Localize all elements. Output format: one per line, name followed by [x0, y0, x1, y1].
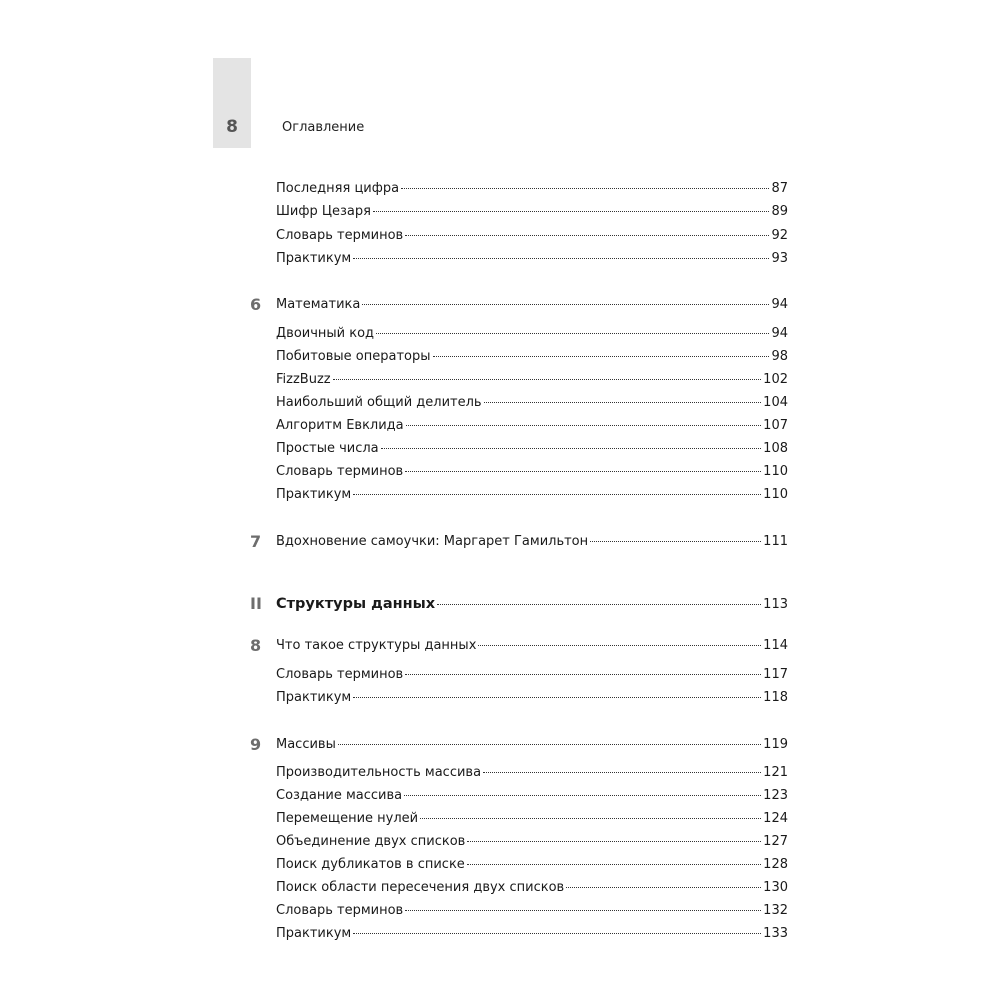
- dot-leader: [404, 795, 761, 796]
- toc-entry[interactable]: [276, 227, 788, 245]
- toc-entry[interactable]: [276, 250, 788, 268]
- toc-entry[interactable]: [276, 440, 788, 458]
- toc-entry[interactable]: [276, 764, 788, 782]
- entry-title: Словарь терминов: [276, 903, 404, 918]
- entry-page: 132: [763, 903, 788, 918]
- chapter-number: 6: [250, 295, 262, 314]
- dot-leader: [381, 448, 762, 449]
- chapter-title: Что такое структуры данных: [276, 638, 477, 653]
- toc-entry[interactable]: [276, 417, 788, 435]
- entry-title: FizzBuzz: [276, 372, 331, 387]
- entry-page: 108: [763, 441, 788, 456]
- chapter-page: 119: [763, 737, 788, 752]
- entry-page: 118: [763, 690, 788, 705]
- entry-title: Практикум: [276, 487, 352, 502]
- entry-page: 92: [771, 228, 788, 243]
- entry-title: Поиск дубликатов в списке: [276, 857, 465, 872]
- dot-leader: [433, 356, 770, 357]
- dot-leader: [405, 910, 761, 911]
- toc-entry[interactable]: [276, 787, 788, 805]
- dot-leader: [484, 402, 762, 403]
- toc-entry[interactable]: [276, 925, 788, 943]
- entry-title: Словарь терминов: [276, 667, 404, 682]
- entry-page: 94: [771, 326, 788, 341]
- dot-leader: [353, 494, 761, 495]
- entry-page: 104: [763, 395, 788, 410]
- entry-title: Побитовые операторы: [276, 349, 431, 364]
- dot-leader: [437, 604, 761, 605]
- chapter-entry[interactable]: [276, 736, 788, 754]
- dot-leader: [483, 772, 761, 773]
- toc-entry[interactable]: [276, 902, 788, 920]
- entry-title: Словарь терминов: [276, 228, 404, 243]
- dot-leader: [467, 864, 761, 865]
- entry-page: 117: [763, 667, 788, 682]
- entry-title: Последняя цифра: [276, 181, 400, 196]
- toc-entry[interactable]: [276, 666, 788, 684]
- dot-leader: [373, 211, 770, 212]
- entry-page: 121: [763, 765, 788, 780]
- entry-title: Перемещение нулей: [276, 811, 419, 826]
- dot-leader: [478, 645, 761, 646]
- toc-entry[interactable]: [276, 180, 788, 198]
- chapter-number: 9: [250, 735, 262, 754]
- dot-leader: [405, 674, 761, 675]
- dot-leader: [405, 235, 769, 236]
- entry-title: Словарь терминов: [276, 464, 404, 479]
- entry-page: 89: [771, 204, 788, 219]
- entry-title: Простые числа: [276, 441, 379, 456]
- entry-title: Шифр Цезаря: [276, 204, 371, 219]
- page-number: 8: [226, 117, 238, 137]
- entry-title: Алгоритм Евклида: [276, 418, 404, 433]
- toc-entry[interactable]: [276, 486, 788, 504]
- part-title: Структуры данных: [276, 596, 436, 612]
- entry-page: 110: [763, 464, 788, 479]
- toc-entry[interactable]: [276, 463, 788, 481]
- entry-page: 110: [763, 487, 788, 502]
- dot-leader: [353, 697, 761, 698]
- entry-page: 107: [763, 418, 788, 433]
- toc-entry[interactable]: [276, 325, 788, 343]
- dot-leader: [420, 818, 761, 819]
- entry-page: 124: [763, 811, 788, 826]
- chapter-title: Массивы: [276, 737, 336, 752]
- dot-leader: [566, 887, 761, 888]
- running-header: Оглавление: [282, 120, 365, 135]
- entry-title: Практикум: [276, 926, 352, 941]
- chapter-page: 94: [771, 297, 788, 312]
- toc-entry[interactable]: [276, 371, 788, 389]
- entry-page: 87: [771, 181, 788, 196]
- entry-title: Создание массива: [276, 788, 403, 803]
- dot-leader: [353, 258, 769, 259]
- chapter-entry[interactable]: [276, 637, 788, 655]
- chapter-entry[interactable]: [276, 296, 788, 314]
- entry-page: 128: [763, 857, 788, 872]
- part-page: 113: [763, 597, 788, 612]
- dot-leader: [406, 425, 762, 426]
- entry-title: Производительность массива: [276, 765, 482, 780]
- chapter-entry[interactable]: [276, 533, 788, 551]
- entry-title: Двоичный код: [276, 326, 375, 341]
- entry-page: 93: [771, 251, 788, 266]
- entry-page: 133: [763, 926, 788, 941]
- dot-leader: [405, 471, 761, 472]
- entry-title: Практикум: [276, 251, 352, 266]
- toc-entry[interactable]: [276, 810, 788, 828]
- chapter-number: 7: [250, 532, 262, 551]
- toc-entry[interactable]: [276, 348, 788, 366]
- entry-title: Наибольший общий делитель: [276, 395, 482, 410]
- toc-entry[interactable]: [276, 689, 788, 707]
- toc-entry[interactable]: [276, 856, 788, 874]
- chapter-page: 114: [763, 638, 788, 653]
- entry-title: Объединение двух списков: [276, 834, 466, 849]
- chapter-page: 111: [763, 534, 788, 549]
- dot-leader: [401, 188, 769, 189]
- chapter-title: Математика: [276, 297, 361, 312]
- entry-title: Практикум: [276, 690, 352, 705]
- dot-leader: [362, 304, 769, 305]
- part-entry[interactable]: [276, 595, 788, 614]
- entry-title: Поиск области пересечения двух списков: [276, 880, 565, 895]
- part-number: II: [250, 594, 262, 613]
- toc-entry[interactable]: [276, 833, 788, 851]
- toc-entry[interactable]: [276, 394, 788, 412]
- entry-page: 98: [771, 349, 788, 364]
- dot-leader: [338, 744, 761, 745]
- dot-leader: [353, 933, 761, 934]
- entry-page: 127: [763, 834, 788, 849]
- entry-page: 130: [763, 880, 788, 895]
- dot-leader: [467, 841, 761, 842]
- chapter-title: Вдохновение самоучки: Маргарет Гамильтон: [276, 534, 589, 549]
- toc-entry[interactable]: [276, 879, 788, 897]
- toc-entry[interactable]: [276, 203, 788, 221]
- dot-leader: [333, 379, 762, 380]
- dot-leader: [376, 333, 769, 334]
- entry-page: 102: [763, 372, 788, 387]
- entry-page: 123: [763, 788, 788, 803]
- chapter-number: 8: [250, 636, 262, 655]
- dot-leader: [590, 541, 761, 542]
